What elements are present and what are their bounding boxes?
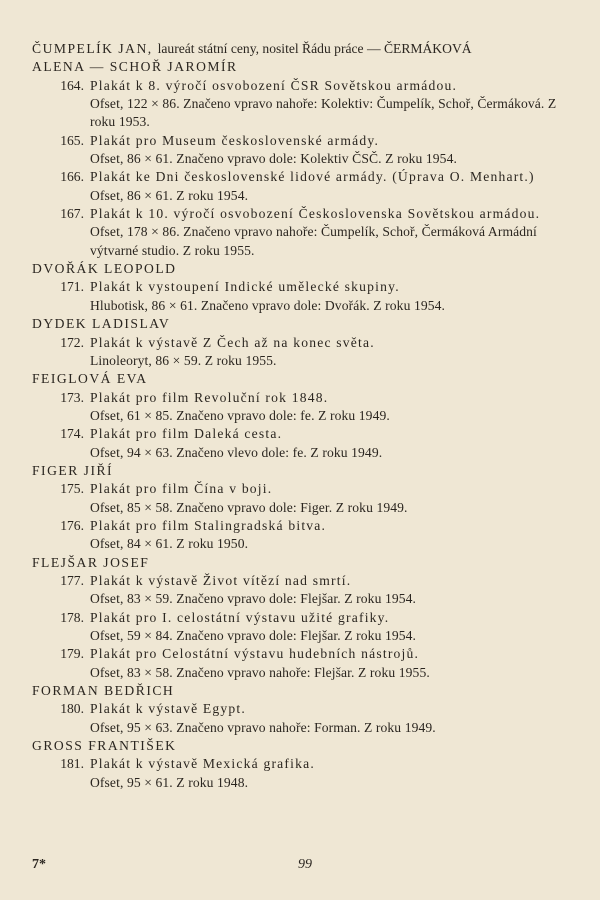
catalog-entry-description: Ofset, 85 × 58. Značeno vpravo dole: Figer. Z roku 1949. — [90, 499, 408, 515]
entry-number: 181. — [60, 756, 84, 772]
catalog-entry-description: Ofset, 94 × 63. Značeno vlevo dole: fe. Z roku 1949. — [90, 444, 383, 460]
entry-title-text: Plakát pro film Stalingradská bitva. — [90, 517, 327, 533]
catalog-entry-description: Linoleoryt, 86 × 59. Z roku 1955. — [90, 352, 277, 368]
catalog-entry-description: Ofset, 178 × 86. Značeno vpravo nahoře: Čumpelík, Schoř, Čermáková Armádní výtvarné studio. Z roku 1955. — [90, 224, 537, 258]
author-heading — [32, 682, 580, 700]
entry-title-text: Plakát pro film Daleká cesta. — [90, 426, 283, 442]
catalog-entry-description: Ofset, 95 × 61. Z roku 1948. — [90, 774, 249, 790]
entry-number: 172. — [60, 334, 84, 350]
catalog-entry-description: Ofset, 59 × 84. Značeno vpravo dole: Flejšar. Z roku 1954. — [90, 628, 417, 643]
entry-number: 178. — [60, 609, 84, 625]
catalog-entry-title — [32, 389, 580, 407]
catalog-entry-title — [32, 425, 580, 443]
catalog-entry-title — [32, 334, 580, 352]
entry-number: 174. — [60, 426, 84, 442]
author-heading — [32, 315, 580, 333]
entry-number: 166. — [60, 169, 84, 185]
catalog-entry-description: Ofset, 83 × 59. Značeno vpravo dole: Flejšar. Z roku 1954. — [90, 591, 417, 607]
catalog-entry-description: Ofset, 86 × 61. Značeno vpravo dole: Kolektiv ČSČ. Z roku 1954. — [90, 151, 457, 167]
author-heading — [32, 554, 580, 572]
author-name: ČUMPELÍK JAN, — [32, 41, 153, 56]
entry-title-text: Plakát ke Dni československé lidové armády. (Úprava O. Menhart.) — [90, 169, 535, 185]
entry-number: 177. — [60, 572, 84, 588]
author-heading — [32, 260, 580, 278]
author-name: FIGER JIŘÍ — [32, 462, 114, 478]
catalog-entry-description: Ofset, 61 × 85. Značeno vpravo dole: fe. Z roku 1949. — [90, 407, 390, 423]
catalog-entry-title — [32, 517, 580, 535]
entry-title-text: Plakát k 10. výročí osvobození Československa Sovětskou armádou. — [90, 206, 541, 222]
author-heading — [32, 40, 580, 58]
entry-title-text: Plakát pro film Čína v boji. — [90, 481, 273, 497]
catalog-entry-title — [32, 755, 580, 773]
catalog-entry-description: Ofset, 83 × 58. Značeno vpravo nahoře: Flejšar. Z roku 1955. — [90, 664, 430, 680]
author-heading — [32, 737, 580, 755]
entry-title-text: Plakát pro film Revoluční rok 1848. — [90, 389, 329, 405]
author-name: DVOŘÁK LEOPOLD — [32, 261, 177, 277]
entry-title-text: Plakát k výstavě Mexická grafika. — [90, 756, 315, 772]
entry-title-text: Plakát k výstavě Život vítězí nad smrtí. — [90, 572, 352, 588]
entry-number: 165. — [60, 132, 84, 148]
entry-title-text: Plakát k vystoupení Indické umělecké skupiny. — [90, 279, 400, 295]
catalog-entry-title — [32, 480, 580, 498]
entry-number: 167. — [60, 206, 84, 222]
author-name: GROSS FRANTIŠEK — [32, 738, 177, 754]
entry-title-text: Plakát k 8. výročí osvobození ČSR Sovětskou armádou. — [90, 77, 458, 93]
page-number: 99 — [298, 857, 312, 872]
author-name: FEIGLOVÁ EVA — [32, 371, 148, 387]
author-name: DYDEK LADISLAV — [32, 316, 171, 332]
entry-number: 176. — [60, 517, 84, 533]
author-heading — [32, 370, 580, 388]
entry-title-text: Plakát pro I. celostátní výstavu užité grafiky. — [90, 609, 390, 625]
entry-number: 164. — [60, 77, 84, 93]
catalog-entry-title — [32, 609, 580, 627]
catalog-entry-description: Ofset, 95 × 63. Značeno vpravo nahoře: Forman. Z roku 1949. — [90, 719, 436, 735]
catalog-entry-title — [32, 168, 580, 186]
author-name: FORMAN BEDŘICH — [32, 683, 175, 699]
entry-number: 180. — [60, 701, 84, 717]
catalog-entry-title — [32, 572, 580, 590]
author-note: laureát státní ceny, nositel Řádu práce — ČERMÁKOVÁ — [157, 41, 472, 56]
catalog-list — [32, 40, 580, 792]
catalog-entry-title — [32, 205, 580, 223]
author-heading — [32, 462, 580, 480]
catalog-entry-title — [32, 132, 580, 150]
entry-title-text: Plakát k výstavě Z Čech až na konec světa. — [90, 334, 375, 350]
catalog-entry-description: Ofset, 86 × 61. Z roku 1954. — [90, 187, 249, 203]
entry-title-text: Plakát pro Celostátní výstavu hudebních nástrojů. — [90, 646, 420, 662]
author-heading — [32, 58, 580, 76]
entry-number: 175. — [60, 481, 84, 497]
entry-number: 171. — [60, 279, 84, 295]
entry-title-text: Plakát k výstavě Egypt. — [90, 701, 246, 717]
entry-title-text: Plakát pro Museum československé armády. — [90, 132, 380, 148]
catalog-entry-description: Hlubotisk, 86 × 61. Značeno vpravo dole: Dvořák. Z roku 1954. — [90, 297, 446, 313]
entry-number: 173. — [60, 389, 84, 405]
author-name: FLEJŠAR JOSEF — [32, 554, 150, 570]
catalog-entry-description: Ofset, 122 × 86. Značeno vpravo nahoře: Kolektiv: Čumpelík, Schoř, Čermáková. Z roku 1953. — [90, 96, 557, 130]
catalog-entry-description: Ofset, 84 × 61. Z roku 1950. — [90, 536, 249, 552]
catalog-entry-title — [32, 645, 580, 663]
catalog-entry-title — [32, 278, 580, 296]
catalog-entry-title — [32, 77, 580, 95]
signature-mark: 7* — [32, 857, 46, 872]
catalog-entry-title — [32, 700, 580, 718]
author-name: ALENA — SCHOŘ JAROMÍR — [32, 59, 238, 75]
entry-number: 179. — [60, 646, 84, 662]
